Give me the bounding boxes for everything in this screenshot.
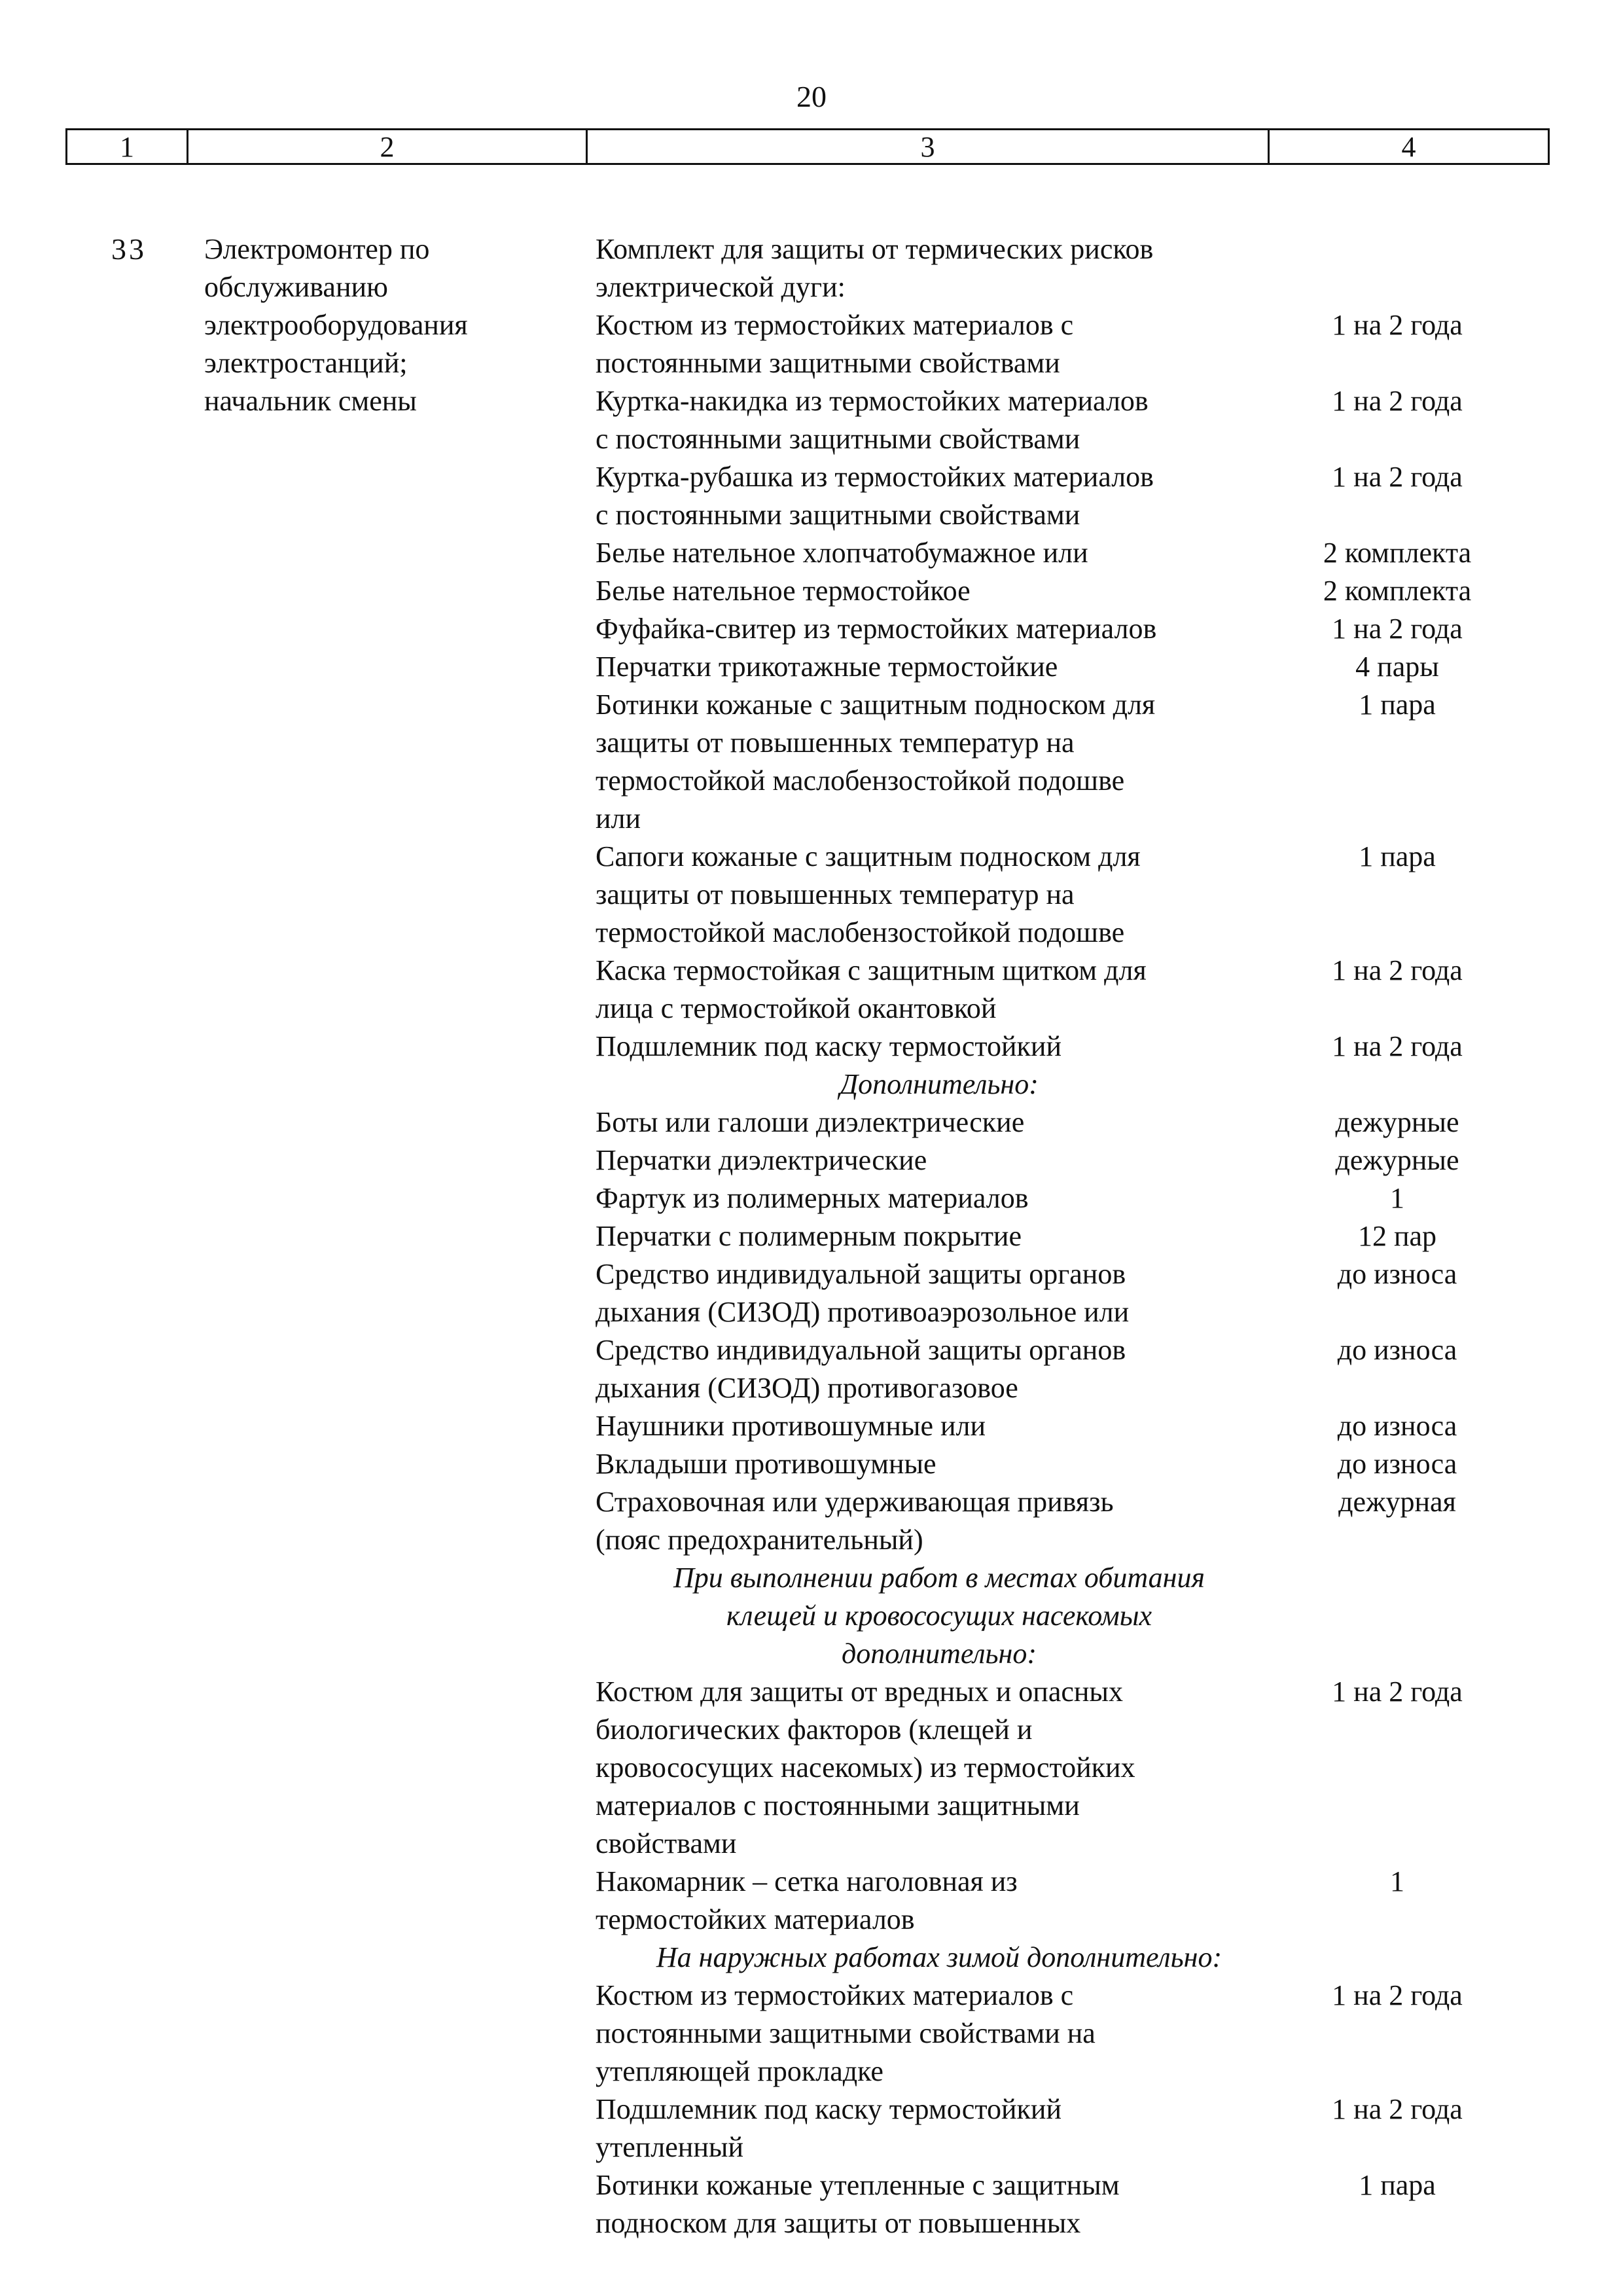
ppe-item-quantity: 1 на 2 года [1332,385,1463,417]
ppe-item-line: Фартук из полимерных материалов [596,1182,1029,1214]
ppe-item-name [596,686,1283,838]
ppe-item-line: Ботинки кожаные с защитным подноском для [596,689,1156,721]
ppe-item-name [596,1331,1283,1407]
ppe-item-name [596,952,1283,1028]
ppe-item-line: Подшлемник под каску термостойкий [596,2093,1061,2125]
ppe-item-line: постоянными защитными свойствами на [596,2017,1096,2049]
ppe-item-line: Костюм из термостойких материалов с [596,309,1074,341]
ppe-item-line: лица с термостойкой окантовкой [596,992,997,1024]
ppe-item-row [596,648,1512,686]
position-title [204,230,571,420]
ppe-item-name [596,1407,1283,1445]
ppe-item-row [596,2090,1512,2166]
header-col-4: 4 [1401,131,1416,163]
ppe-item-quantity: 1 [1390,1182,1404,1214]
ppe-item-line: Перчатки трикотажные термостойкие [596,651,1058,683]
ppe-item-quantity: 1 на 2 года [1332,461,1463,493]
ppe-item-row [596,1445,1512,1483]
ppe-item-quantity: 1 на 2 года [1332,1676,1463,1708]
ppe-item-name [596,382,1283,458]
ppe-item-quantity: дежурная [1338,1486,1456,1518]
ppe-item-quantity: 1 на 2 года [1332,954,1463,986]
ppe-item-name [596,458,1283,534]
ppe-item-name [596,610,1283,648]
ppe-item-line: биологических факторов (клещей и [596,1713,1033,1746]
ppe-item-line: (пояс предохранительный) [596,1524,923,1556]
header-col-3: 3 [588,130,1270,163]
ppe-item-line: термостойкой маслобензостойкой подошве [596,916,1125,948]
ppe-item-quantity: 1 [1390,1865,1404,1897]
ppe-item-name [596,1179,1283,1217]
ppe-item-quantity: до износа [1337,1258,1457,1290]
ppe-item-row [596,1863,1512,1939]
ppe-item-quantity: 2 комплекта [1323,575,1472,607]
ppe-item-line: Вкладыши противошумные [596,1448,936,1480]
kit-title-line: Комплект для защиты от термических рисков [596,233,1154,265]
ppe-item-line: Подшлемник под каску термостойкий [596,1030,1061,1062]
ppe-item-quantity: 1 пара [1359,840,1436,872]
ppe-item-row [596,1217,1512,1255]
position-line: начальник смены [204,385,417,417]
ppe-item-line: Средство индивидуальной защиты органов [596,1334,1126,1366]
ppe-item-line: Каска термостойкая с защитным щитком для [596,954,1147,986]
ppe-item-row [596,1673,1512,1863]
ppe-item-line: Фуфайка-свитер из термостойких материалов [596,613,1157,645]
ppe-item-row [596,2166,1512,2242]
ppe-item-line: Перчатки с полимерным покрытие [596,1220,1022,1252]
position-line: электростанций; [204,347,408,379]
table-header [65,128,1550,165]
kit-title-text [596,230,1283,306]
ppe-item-name [596,1673,1283,1863]
ppe-item-name [596,1977,1283,2090]
winter-heading [596,1939,1283,1977]
row-number: 33 [111,232,147,266]
ppe-item-line: Белье нательное хлопчатобумажное или [596,537,1088,569]
ppe-item-name [596,2166,1283,2242]
ppe-item-name [596,306,1283,382]
ppe-item-quantity: 4 пары [1355,651,1439,683]
ppe-item-line: Боты или галоши диэлектрические [596,1106,1025,1138]
ppe-item-row [596,610,1512,648]
ppe-item-row [596,1028,1512,1066]
ppe-item-line: подноском для защиты от повышенных [596,2207,1081,2239]
page-number: 20 [796,80,827,113]
ppe-item-name [596,1255,1283,1331]
ppe-item-quantity: до износа [1337,1410,1457,1442]
ppe-item-name [596,1028,1283,1066]
ppe-item-quantity: 1 на 2 года [1332,2093,1463,2125]
kit-title-line: электрической дуги: [596,271,846,303]
ppe-item-quantity: до износа [1337,1448,1457,1480]
ppe-item-quantity: 2 комплекта [1323,537,1472,569]
ppe-item-line: защиты от повышенных температур на [596,878,1075,910]
header-col-1: 1 [67,130,188,163]
ppe-item-line: Страховочная или удерживающая привязь [596,1486,1114,1518]
ppe-item-quantity: 1 на 2 года [1332,1979,1463,2011]
ppe-item-row [596,1977,1512,2090]
ppe-item-line: термостойкой маслобензостойкой подошве [596,764,1125,797]
ppe-item-quantity: 1 на 2 года [1332,1030,1463,1062]
ppe-item-name [596,534,1283,572]
ppe-item-line: Куртка-рубашка из термостойких материалов [596,461,1154,493]
ppe-item-quantity: 1 пара [1359,689,1436,721]
ppe-item-line: Куртка-накидка из термостойких материалов [596,385,1149,417]
ppe-item-line: или [596,802,641,834]
ppe-item-row [596,534,1512,572]
ppe-item-quantity: 1 на 2 года [1332,613,1463,645]
ticks-heading-line: При выполнении работ в местах обитания [673,1562,1205,1594]
ppe-item-quantity: дежурные [1335,1106,1459,1138]
ppe-item-row [596,572,1512,610]
ppe-item-name [596,648,1283,686]
ppe-item-line: Костюм из термостойких материалов с [596,1979,1074,2011]
ppe-item-quantity: 1 на 2 года [1332,309,1463,341]
ppe-item-line: постоянными защитными свойствами [596,347,1060,379]
ppe-item-line: Средство индивидуальной защиты органов [596,1258,1126,1290]
additional-heading [596,1066,1283,1103]
ticks-heading-line: дополнительно: [841,1638,1037,1670]
additional-heading-line: Дополнительно: [840,1068,1039,1100]
ppe-item-name [596,838,1283,952]
ppe-item-line: утепленный [596,2131,743,2163]
ppe-item-name [596,2090,1283,2166]
ppe-item-name [596,1141,1283,1179]
ppe-item-name [596,1863,1283,1939]
ppe-item-line: Перчатки диэлектрические [596,1144,927,1176]
ppe-item-row [596,686,1512,838]
winter-heading-line: На наружных работах зимой дополнительно: [656,1941,1222,1973]
ppe-item-line: материалов с постоянными защитными [596,1789,1080,1821]
ppe-item-quantity: 1 пара [1359,2169,1436,2201]
ticks-heading [596,1559,1283,1673]
ppe-item-line: Наушники противошумные или [596,1410,986,1442]
ppe-item-line: Сапоги кожаные с защитным подноском для [596,840,1141,872]
ppe-item-line: Ботинки кожаные утепленные с защитным [596,2169,1120,2201]
ticks-heading-line: клещей и кровососущих насекомых [726,1600,1152,1632]
ppe-item-line: утепляющей прокладке [596,2055,883,2087]
ppe-item-line: дыхания (СИЗОД) противоаэрозольное или [596,1296,1130,1328]
ppe-item-row [596,1331,1512,1407]
header-col-2: 2 [188,130,588,163]
ppe-item-quantity: 12 пар [1357,1220,1437,1252]
ppe-item-name [596,1217,1283,1255]
ppe-item-row [596,1255,1512,1331]
position-line: электрооборудования [204,309,468,341]
ppe-item-name [596,572,1283,610]
ppe-item-line: Белье нательное термостойкое [596,575,971,607]
ppe-item-line: термостойких материалов [596,1903,915,1935]
position-line: обслуживанию [204,271,388,303]
ppe-item-row [596,382,1512,458]
ppe-item-line: Костюм для защиты от вредных и опасных [596,1676,1123,1708]
ppe-item-line: свойствами [596,1827,737,1859]
ppe-item-name [596,1103,1283,1141]
ppe-item-row [596,1483,1512,1559]
ppe-item-name [596,1483,1283,1559]
ppe-item-quantity: дежурные [1335,1144,1459,1176]
ppe-item-quantity: до износа [1337,1334,1457,1366]
ppe-item-row [596,458,1512,534]
ppe-item-row [596,1141,1512,1179]
ppe-item-row [596,1103,1512,1141]
ppe-item-row [596,952,1512,1028]
ppe-item-line: Накомарник – сетка наголовная из [596,1865,1018,1897]
ppe-items-list [596,230,1512,2242]
ppe-item-line: дыхания (СИЗОД) противогазовое [596,1372,1018,1404]
ppe-item-line: защиты от повышенных температур на [596,726,1075,759]
ppe-item-line: кровососущих насекомых) из термостойких [596,1751,1135,1784]
ppe-item-row [596,1179,1512,1217]
ppe-item-line: с постоянными защитными свойствами [596,499,1080,531]
ppe-item-row [596,838,1512,952]
ppe-item-row [596,306,1512,382]
ppe-item-line: с постоянными защитными свойствами [596,423,1080,455]
ppe-item-name [596,1445,1283,1483]
kit-title [596,230,1512,306]
ppe-item-row [596,1407,1512,1445]
position-line: Электромонтер по [204,233,430,265]
